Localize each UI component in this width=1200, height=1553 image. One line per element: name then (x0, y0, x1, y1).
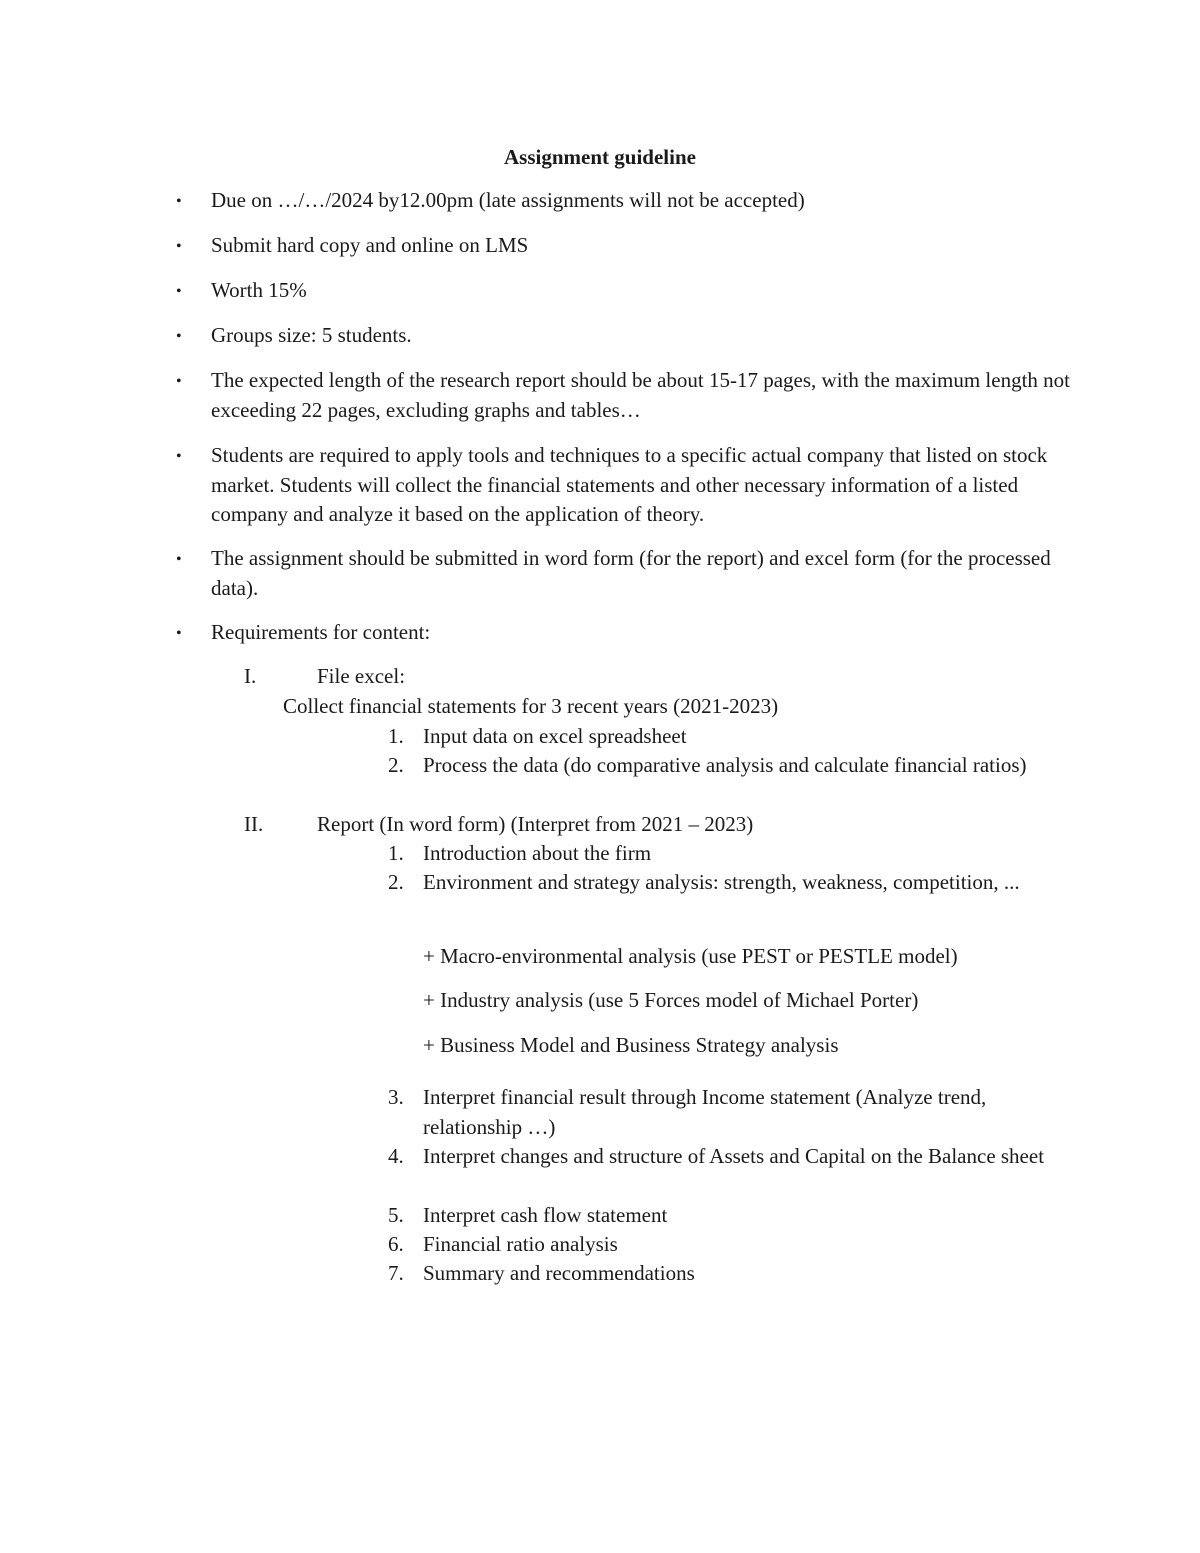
bullet-submission: Submit hard copy and online on LMS (211, 233, 529, 257)
report-item: Summary and recommendations (423, 1261, 695, 1285)
item-number: 6. (388, 1232, 404, 1256)
section-heading-report: Report (In word form) (Interpret from 2021 – 2023) (317, 812, 754, 836)
bullet-marker: • (176, 448, 182, 465)
bullet-marker: • (176, 625, 182, 642)
item-number: 4. (388, 1144, 404, 1168)
item-number: 2. (388, 870, 404, 894)
bullet-marker: • (176, 328, 182, 345)
section-numeral: II. (244, 812, 264, 836)
bullet-weight: Worth 15% (211, 278, 307, 302)
bullet-company-requirement: Students are required to apply tools and techniques to a specific actual company that listed on stock market. Students will collect the financial statements and other necessary information of a listed company and analyze it based on the application of theory. (211, 443, 1048, 526)
bullet-content-requirements: Requirements for content: (211, 620, 431, 644)
bullet-marker: • (176, 283, 182, 300)
item-number: 5. (388, 1203, 404, 1227)
item-number: 1. (388, 724, 404, 748)
sub-point: + Business Model and Business Strategy analysis (423, 1033, 839, 1057)
item-number: 3. (388, 1085, 404, 1109)
section-numeral: I. (244, 664, 257, 688)
item-number: 2. (388, 753, 404, 777)
document-title: Assignment guideline (504, 145, 696, 169)
item-number: 7. (388, 1261, 404, 1285)
report-item: Environment and strategy analysis: strength, weakness, competition, ... (423, 870, 1020, 894)
bullet-marker: • (176, 373, 182, 390)
report-item: Interpret cash flow statement (423, 1203, 668, 1227)
sub-point: + Macro-environmental analysis (use PEST or PESTLE model) (423, 944, 958, 968)
bullet-marker: • (176, 551, 182, 568)
sub-point: + Industry analysis (use 5 Forces model of Michael Porter) (423, 988, 919, 1012)
report-item: Interpret changes and structure of Assets and Capital on the Balance sheet (423, 1144, 1045, 1168)
item-number: 1. (388, 841, 404, 865)
bullet-group-size: Groups size: 5 students. (211, 323, 412, 347)
report-item: Interpret financial result through Income statement (Analyze trend, relationship …) (423, 1085, 987, 1139)
report-item: Financial ratio analysis (423, 1232, 618, 1256)
section-heading-excel: File excel: (317, 664, 406, 688)
section-subheading: Collect financial statements for 3 recent years (2021-2023) (283, 694, 779, 718)
excel-item: Process the data (do comparative analysis and calculate financial ratios) (423, 753, 1027, 777)
excel-item: Input data on excel spreadsheet (423, 724, 687, 748)
bullet-marker: • (176, 238, 182, 255)
bullet-marker: • (176, 193, 182, 210)
bullet-format: The assignment should be submitted in word form (for the report) and excel form (for the processed data). (211, 546, 1051, 600)
bullet-report-length: The expected length of the research report should be about 15-17 pages, with the maximum length not exceeding 22 pages, excluding graphs and tables… (211, 368, 1071, 422)
report-item: Introduction about the firm (423, 841, 652, 865)
bullet-due-date: Due on …/…/2024 by12.00pm (late assignments will not be accepted) (211, 188, 805, 212)
